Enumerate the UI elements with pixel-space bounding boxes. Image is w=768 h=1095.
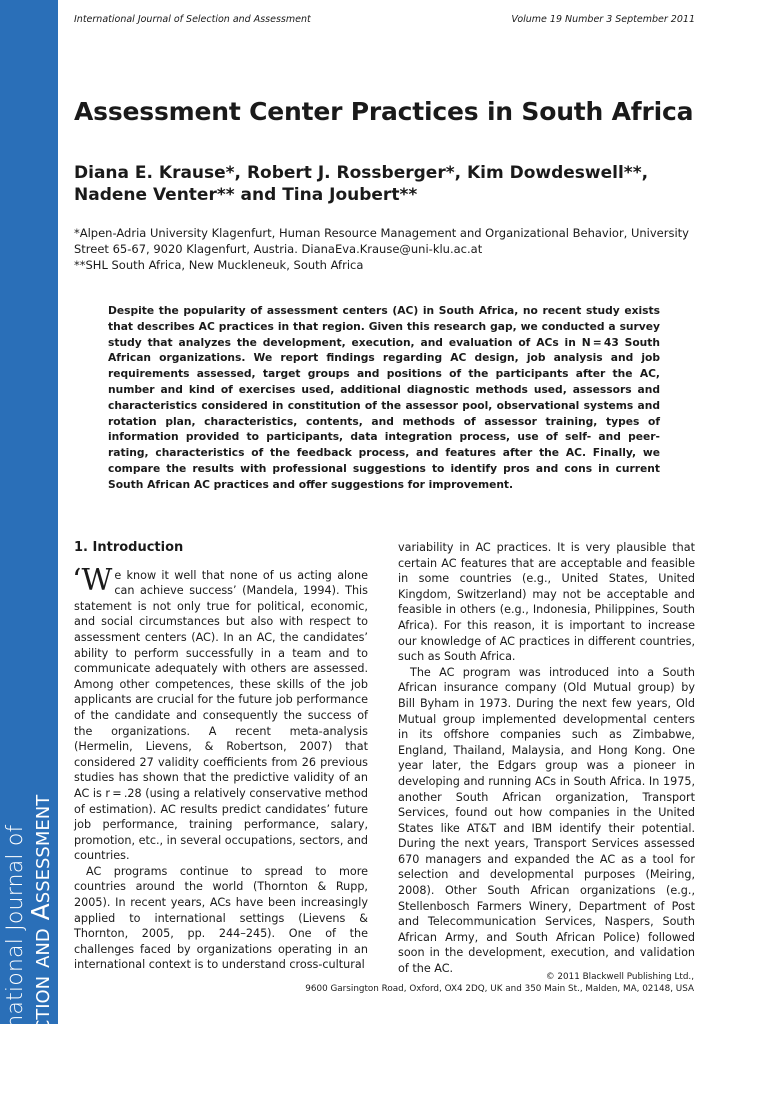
paragraph: The AC program was introduced into a South African insurance company (Old Mutual group) by Bill Byham in 1973. During the next few years, Old Mutual group implemented developmental centers in its offshore companies such as Zimbabwe, England, Thailand, Malaysia, and Hong Kong. One year later, the Edgars group was a pioneer in developing and running ACs in South Africa. In 1975, another South African organization, Transport Services, found out how companies in the United States like AT&T and IBM identify their potential. During the next years, Transport Services assessed 670 managers and expanded the AC as a tool for selection and developmental purposes (Meiring, 2008). Other South African organizations (e.g., Stellenbosch Farmers Winery, Department of Post and Telecommunication Services, Naspers, South African Army, and South African Police) followed soon in the development, execution, and validation of the AC. xyxy=(398,665,695,976)
running-head xyxy=(74,14,695,25)
sidebar-line-1: International Journal of xyxy=(3,824,28,1081)
affiliation-1: *Alpen-Adria University Klagenfurt, Human Resource Management and Organizational Behavior, University Street 65-67, 9020 Klagenfurt, Austria. DianaEva.Krause@uni-klu.ac.at xyxy=(74,226,689,256)
copyright: © 2011 Blackwell Publishing Ltd., xyxy=(545,972,694,982)
left-column xyxy=(74,540,368,973)
affiliation-2: **SHL South Africa, New Muckleneuk, South Africa xyxy=(74,258,364,272)
page-footer xyxy=(305,971,694,995)
paragraph xyxy=(72,562,369,864)
author-list xyxy=(74,162,694,206)
sidebar-line-2: Selection and Assessment xyxy=(26,794,55,1081)
publisher-address: 9600 Garsington Road, Oxford, OX4 2DQ, UK and 350 Main St., Malden, MA, 02148, USA xyxy=(305,984,694,994)
paragraph-text: e know it well that none of us acting alone can achieve success’ (Mandela, 1994). This statement is not only true for political, economic, and social circumstances but also with respect to assessment centers (AC). In an AC, the candidates’ ability to perform successfully in a team and to communicate adequately with others are assessed. Among other competences, these skills of the job applicants are crucial for the future job performance of the candidate and consequently the success of the organizations. A recent meta-analysis (Hermelin, Lievens, & Robertson, 2007) that considered 27 validity coefficients from 26 previous studies has shown that the predictive validity of an AC is r = .28 (using a relatively conservative method of estimation). AC results predict candidates’ future job performance, training performance, salary, promotion, etc., in several occupations, sectors, and countries. xyxy=(74,568,369,863)
journal-sidebar xyxy=(0,0,58,1081)
authors-line-2: Nadene Venter** and Tina Joubert** xyxy=(74,185,418,205)
article-title: Assessment Center Practices in South Africa xyxy=(74,97,694,126)
journal-name: International Journal of Selection and Assessment xyxy=(74,14,311,25)
paragraph: variability in AC practices. It is very plausible that certain AC features that are acceptable and feasible in some countries (e.g., United States, United Kingdom, Switzerland) may not be acceptable and feasible in others (e.g., Indonesia, Philippines, South Africa). For this reason, it is important to increase our knowledge of AC practices in different countries, such as South Africa. xyxy=(398,541,695,664)
affiliations xyxy=(74,225,696,273)
sidebar-journal-title xyxy=(0,589,58,1095)
drop-cap: ‘W xyxy=(72,562,113,598)
issue-info: Volume 19 Number 3 September 2011 xyxy=(511,14,695,25)
authors-line-1: Diana E. Krause*, Robert J. Rossberger*, Kim Dowdeswell**, xyxy=(74,163,649,183)
abstract: Despite the popularity of assessment centers (AC) in South Africa, no recent study exists that describes AC practices in that region. Given this research gap, we conducted a survey study that analyzes the development, execution, and evaluation of ACs in N = 43 South African organizations. We report findings regarding AC design, job analysis and job requirements assessed, target groups and positions of the participants after the AC, number and kind of exercises used, additional diagnostic methods used, assessors and characteristics considered in constitution of the assessor pool, observational systems and rotation plan, characteristics, contents, and methods of assessor training, types of information provided to participants, data integration process, use of self- and peer-rating, characteristics of the feedback process, and features after the AC. Finally, we compare the results with professional suggestions to identify pros and cons in current South African AC practices and offer suggestions for improvement. xyxy=(108,304,660,491)
paragraph: AC programs continue to spread to more countries around the world (Thornton & Rupp, 2005). In recent years, ACs have been increasingly applied to international settings (Lievens & Thornton, 2005, pp. 244–245). One of the challenges faced by organizations operating in an international context is to understand cross-cultural xyxy=(74,864,368,972)
right-column xyxy=(398,540,695,977)
section-heading: 1. Introduction xyxy=(74,540,184,555)
